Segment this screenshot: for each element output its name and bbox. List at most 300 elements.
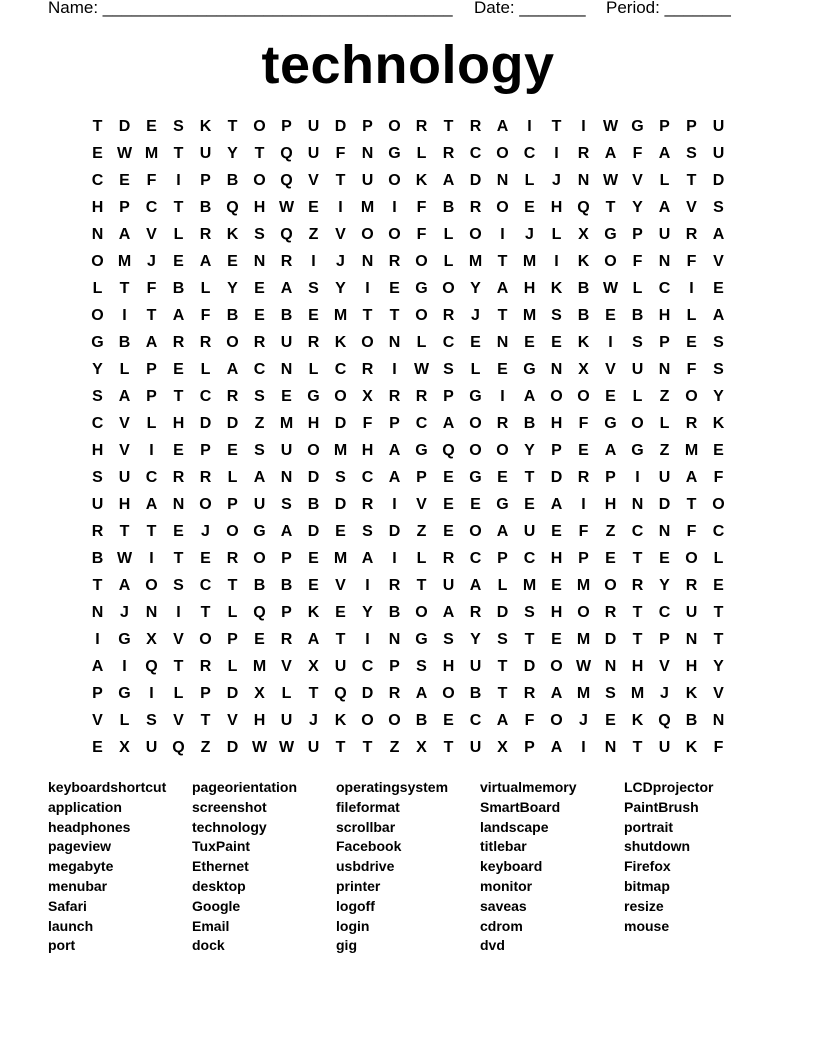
word-list-item: screenshot: [192, 798, 267, 815]
grid-letter: K: [334, 712, 347, 729]
grid-letter: H: [307, 415, 320, 432]
grid-letter: N: [145, 604, 158, 621]
grid-letter: X: [254, 685, 265, 702]
word-list-item: LCDprojector: [624, 779, 714, 795]
grid-letter: I: [689, 280, 694, 297]
grid-letter: L: [119, 361, 130, 378]
grid-letter: N: [604, 658, 617, 675]
grid-letter: F: [578, 523, 589, 540]
grid-letter: O: [388, 226, 401, 243]
grid-letter: H: [550, 604, 563, 621]
grid-letter: H: [172, 415, 185, 432]
grid-letter: T: [173, 550, 184, 567]
grid-letter: V: [335, 226, 346, 243]
grid-letter: A: [442, 415, 455, 432]
grid-letter: D: [604, 631, 617, 648]
grid-row: [84, 194, 732, 221]
grid-letter: R: [469, 118, 482, 135]
grid-letter: U: [91, 496, 104, 513]
word-list-item: mouse: [624, 917, 670, 934]
grid-letter: L: [200, 280, 211, 297]
grid-letter: M: [468, 253, 483, 270]
grid-letter: S: [713, 334, 724, 351]
grid-letter: I: [122, 307, 127, 324]
grid-letter: V: [713, 685, 724, 702]
grid-letter: T: [686, 172, 697, 189]
grid-row: [84, 167, 732, 194]
grid-letter: A: [118, 577, 131, 594]
grid-letter: U: [469, 739, 482, 756]
grid-letter: O: [253, 118, 266, 135]
grid-letter: H: [91, 199, 104, 216]
grid-letter: C: [145, 469, 158, 486]
grid-letter: Z: [389, 739, 400, 756]
grid-letter: Q: [577, 199, 590, 216]
grid-letter: O: [388, 712, 401, 729]
grid-letter: G: [388, 145, 401, 162]
grid-letter: N: [712, 712, 725, 729]
grid-letter: R: [469, 604, 482, 621]
grid-letter: C: [91, 172, 104, 189]
grid-letter: F: [200, 307, 211, 324]
grid-letter: V: [335, 577, 346, 594]
grid-letter: C: [415, 415, 428, 432]
grid-letter: A: [280, 523, 293, 540]
grid-letter: P: [524, 739, 535, 756]
grid-letter: J: [201, 523, 210, 540]
grid-letter: R: [280, 631, 293, 648]
grid-letter: A: [604, 145, 617, 162]
grid-letter: B: [685, 712, 698, 729]
grid-letter: M: [333, 550, 348, 567]
grid-letter: R: [442, 145, 455, 162]
grid-letter: J: [552, 172, 561, 189]
grid-letter: S: [443, 631, 454, 648]
grid-letter: I: [122, 658, 127, 675]
grid-letter: U: [118, 469, 131, 486]
grid-letter: M: [117, 253, 132, 270]
grid-letter: O: [442, 685, 455, 702]
grid-letter: F: [146, 280, 157, 297]
grid-letter: D: [226, 415, 239, 432]
grid-letter: H: [523, 280, 536, 297]
grid-letter: O: [253, 550, 266, 567]
grid-letter: K: [685, 739, 698, 756]
grid-letter: E: [497, 361, 508, 378]
grid-letter: D: [307, 523, 320, 540]
grid-letter: T: [308, 685, 319, 702]
grid-letter: Y: [470, 280, 481, 297]
grid-letter: L: [686, 307, 697, 324]
grid-letter: E: [227, 253, 238, 270]
word-list-item: logoff: [336, 897, 375, 914]
grid-row: [84, 626, 732, 653]
grid-letter: H: [361, 442, 374, 459]
grid-letter: K: [307, 604, 320, 621]
grid-letter: K: [685, 685, 698, 702]
grid-letter: A: [253, 469, 266, 486]
grid-letter: I: [176, 604, 181, 621]
grid-letter: I: [392, 550, 397, 567]
grid-row: [84, 518, 732, 545]
grid-letter: O: [334, 388, 347, 405]
grid-letter: A: [523, 388, 536, 405]
grid-letter: S: [551, 307, 562, 324]
grid-letter: R: [172, 469, 185, 486]
grid-letter: A: [118, 388, 131, 405]
grid-letter: V: [416, 496, 427, 513]
grid-letter: R: [199, 334, 212, 351]
grid-letter: F: [578, 415, 589, 432]
grid-letter: T: [497, 307, 508, 324]
grid-letter: E: [308, 199, 319, 216]
grid-letter: E: [443, 523, 454, 540]
grid-letter: T: [497, 685, 508, 702]
grid-letter: A: [496, 118, 509, 135]
grid-letter: S: [632, 334, 643, 351]
grid-letter: D: [334, 415, 347, 432]
grid-letter: O: [145, 577, 158, 594]
grid-letter: M: [522, 253, 537, 270]
grid-letter: V: [713, 253, 724, 270]
grid-letter: E: [254, 631, 265, 648]
grid-letter: O: [307, 442, 320, 459]
grid-letter: I: [581, 496, 586, 513]
grid-row: [84, 734, 732, 761]
grid-letter: C: [145, 199, 158, 216]
grid-letter: E: [443, 469, 454, 486]
grid-letter: D: [523, 658, 536, 675]
grid-letter: W: [602, 280, 619, 297]
grid-letter: T: [335, 739, 346, 756]
grid-letter: R: [388, 685, 401, 702]
grid-letter: U: [712, 145, 725, 162]
grid-letter: P: [659, 118, 670, 135]
grid-letter: U: [334, 658, 347, 675]
grid-letter: E: [605, 712, 616, 729]
grid-letter: T: [173, 388, 184, 405]
word-list-item: pageview: [48, 838, 112, 855]
grid-letter: M: [333, 307, 348, 324]
grid-letter: A: [496, 712, 509, 729]
grid-letter: J: [471, 307, 480, 324]
grid-letter: I: [392, 496, 397, 513]
grid-letter: A: [118, 226, 131, 243]
grid-letter: L: [443, 226, 454, 243]
grid-letter: U: [280, 334, 293, 351]
grid-letter: O: [577, 604, 590, 621]
grid-letter: Z: [254, 415, 265, 432]
word-bank: [48, 778, 808, 956]
grid-letter: Z: [200, 739, 211, 756]
grid-letter: P: [146, 388, 157, 405]
grid-letter: T: [497, 658, 508, 675]
grid-letter: O: [388, 172, 401, 189]
grid-letter: O: [550, 658, 563, 675]
grid-letter: O: [469, 523, 482, 540]
grid-letter: C: [199, 577, 212, 594]
grid-letter: N: [388, 631, 401, 648]
grid-letter: E: [227, 442, 238, 459]
grid-letter: Y: [227, 145, 238, 162]
grid-letter: W: [278, 199, 295, 216]
grid-letter: I: [392, 199, 397, 216]
grid-letter: I: [554, 253, 559, 270]
grid-letter: N: [280, 469, 293, 486]
grid-letter: T: [416, 577, 427, 594]
grid-letter: I: [311, 253, 316, 270]
grid-letter: P: [227, 496, 238, 513]
grid-letter: T: [119, 523, 130, 540]
grid-letter: F: [632, 253, 643, 270]
grid-letter: I: [500, 388, 505, 405]
word-list-item: TuxPaint: [192, 838, 251, 855]
grid-letter: U: [712, 118, 725, 135]
grid-letter: N: [172, 496, 185, 513]
grid-letter: G: [253, 523, 266, 540]
grid-letter: E: [713, 442, 724, 459]
grid-letter: A: [91, 658, 104, 675]
grid-letter: P: [200, 685, 211, 702]
grid-row: [84, 383, 732, 410]
grid-letter: E: [659, 550, 670, 567]
grid-letter: A: [685, 469, 698, 486]
word-list-item: resize: [624, 897, 664, 914]
grid-letter: L: [119, 712, 130, 729]
grid-letter: E: [524, 496, 535, 513]
word-column: [624, 778, 768, 956]
word-list-item: launch: [48, 917, 94, 934]
grid-letter: A: [469, 577, 482, 594]
grid-letter: S: [281, 496, 292, 513]
grid-letter: I: [500, 226, 505, 243]
grid-letter: P: [146, 361, 157, 378]
grid-letter: E: [200, 550, 211, 567]
grid-letter: T: [497, 253, 508, 270]
grid-row: [84, 410, 732, 437]
grid-letter: U: [442, 577, 455, 594]
grid-letter: R: [280, 253, 293, 270]
grid-letter: M: [252, 658, 267, 675]
grid-letter: O: [631, 415, 644, 432]
student-info-header: [48, 0, 748, 20]
word-list-item: dock: [192, 937, 225, 954]
word-list-item: shutdown: [624, 838, 691, 855]
grid-letter: N: [604, 739, 617, 756]
grid-letter: R: [199, 469, 212, 486]
grid-letter: O: [469, 442, 482, 459]
word-list-item: application: [48, 798, 122, 815]
grid-row: [84, 572, 732, 599]
grid-letter: L: [659, 415, 670, 432]
grid-letter: D: [118, 118, 131, 135]
grid-letter: W: [602, 118, 619, 135]
grid-letter: O: [388, 118, 401, 135]
grid-letter: H: [118, 496, 131, 513]
grid-letter: T: [92, 118, 103, 135]
grid-letter: Q: [280, 145, 293, 162]
grid-letter: J: [336, 253, 345, 270]
grid-row: [84, 140, 732, 167]
grid-letter: T: [632, 604, 643, 621]
grid-letter: V: [605, 361, 616, 378]
grid-letter: P: [551, 442, 562, 459]
grid-letter: T: [632, 739, 643, 756]
grid-letter: L: [416, 550, 427, 567]
grid-letter: T: [173, 658, 184, 675]
grid-letter: O: [199, 496, 212, 513]
grid-letter: G: [415, 631, 428, 648]
grid-letter: D: [388, 523, 401, 540]
grid-letter: A: [199, 253, 212, 270]
grid-letter: L: [443, 253, 454, 270]
grid-letter: L: [200, 361, 211, 378]
grid-letter: A: [658, 199, 671, 216]
grid-letter: T: [254, 145, 265, 162]
word-list-item: pageorientation: [192, 779, 298, 795]
grid-letter: C: [523, 550, 536, 567]
grid-letter: L: [146, 415, 157, 432]
grid-letter: U: [469, 658, 482, 675]
grid-letter: L: [416, 145, 427, 162]
grid-letter: G: [523, 361, 536, 378]
grid-letter: E: [308, 307, 319, 324]
grid-letter: P: [389, 658, 400, 675]
grid-row: [84, 707, 732, 734]
grid-letter: Q: [280, 226, 293, 243]
grid-letter: T: [686, 496, 697, 513]
grid-letter: P: [416, 469, 427, 486]
grid-letter: A: [361, 550, 374, 567]
date-field: Date: _______: [474, 0, 586, 17]
grid-letter: T: [713, 604, 724, 621]
grid-letter: A: [496, 523, 509, 540]
grid-letter: A: [550, 496, 563, 513]
grid-letter: J: [147, 253, 156, 270]
grid-letter: D: [226, 739, 239, 756]
grid-letter: U: [658, 469, 671, 486]
grid-letter: R: [442, 307, 455, 324]
grid-letter: A: [226, 361, 239, 378]
grid-row: [84, 491, 732, 518]
grid-letter: U: [307, 739, 320, 756]
grid-letter: P: [281, 604, 292, 621]
grid-letter: G: [415, 280, 428, 297]
word-list-item: landscape: [480, 818, 549, 835]
grid-letter: W: [413, 361, 430, 378]
grid-letter: C: [658, 604, 671, 621]
grid-letter: L: [659, 172, 670, 189]
grid-letter: T: [389, 307, 400, 324]
grid-letter: D: [307, 469, 320, 486]
grid-letter: G: [604, 415, 617, 432]
grid-letter: R: [442, 550, 455, 567]
grid-letter: Q: [334, 685, 347, 702]
grid-letter: S: [335, 469, 346, 486]
grid-letter: Z: [605, 523, 616, 540]
grid-letter: O: [604, 577, 617, 594]
grid-letter: O: [415, 307, 428, 324]
word-list-item: Ethernet: [192, 858, 249, 875]
grid-letter: W: [278, 739, 295, 756]
grid-letter: E: [713, 280, 724, 297]
grid-letter: E: [173, 253, 184, 270]
grid-letter: I: [581, 739, 586, 756]
grid-letter: A: [604, 442, 617, 459]
grid-letter: L: [551, 226, 562, 243]
grid-letter: T: [173, 199, 184, 216]
grid-row: [84, 680, 732, 707]
grid-letter: A: [712, 226, 725, 243]
grid-letter: D: [550, 469, 563, 486]
grid-letter: V: [659, 658, 670, 675]
word-list-item: headphones: [48, 818, 131, 835]
grid-letter: N: [496, 334, 509, 351]
grid-letter: R: [172, 334, 185, 351]
grid-letter: O: [712, 496, 725, 513]
grid-letter: P: [281, 550, 292, 567]
grid-letter: R: [415, 388, 428, 405]
grid-letter: M: [684, 442, 699, 459]
grid-letter: Q: [172, 739, 185, 756]
grid-letter: K: [712, 415, 725, 432]
grid-letter: G: [469, 469, 482, 486]
grid-letter: S: [254, 442, 265, 459]
grid-letter: E: [551, 523, 562, 540]
grid-letter: Z: [659, 442, 670, 459]
grid-letter: O: [496, 199, 509, 216]
grid-letter: A: [712, 307, 725, 324]
grid-letter: G: [415, 442, 428, 459]
grid-letter: I: [365, 280, 370, 297]
grid-letter: R: [496, 415, 509, 432]
grid-row: [84, 599, 732, 626]
grid-letter: R: [361, 496, 374, 513]
grid-letter: P: [578, 550, 589, 567]
grid-letter: O: [415, 253, 428, 270]
grid-letter: P: [659, 334, 670, 351]
word-column: [336, 778, 480, 956]
word-list-item: login: [336, 917, 370, 934]
grid-letter: D: [496, 604, 509, 621]
grid-letter: U: [658, 739, 671, 756]
grid-letter: B: [226, 172, 239, 189]
grid-letter: O: [496, 442, 509, 459]
grid-letter: H: [631, 658, 644, 675]
grid-letter: B: [118, 334, 131, 351]
grid-letter: E: [92, 739, 103, 756]
grid-letter: L: [713, 550, 724, 567]
grid-letter: C: [469, 550, 482, 567]
grid-letter: V: [308, 172, 319, 189]
grid-letter: N: [361, 253, 374, 270]
grid-letter: W: [251, 739, 268, 756]
grid-letter: F: [416, 199, 427, 216]
grid-letter: L: [632, 280, 643, 297]
grid-letter: L: [227, 469, 238, 486]
grid-letter: E: [173, 361, 184, 378]
grid-letter: P: [389, 415, 400, 432]
grid-letter: M: [333, 442, 348, 459]
grid-letter: B: [415, 712, 428, 729]
word-column: [192, 778, 336, 956]
grid-letter: T: [443, 118, 454, 135]
grid-letter: S: [416, 658, 427, 675]
grid-letter: R: [388, 388, 401, 405]
word-list-item: desktop: [192, 877, 246, 894]
grid-letter: R: [415, 118, 428, 135]
grid-letter: J: [660, 685, 669, 702]
